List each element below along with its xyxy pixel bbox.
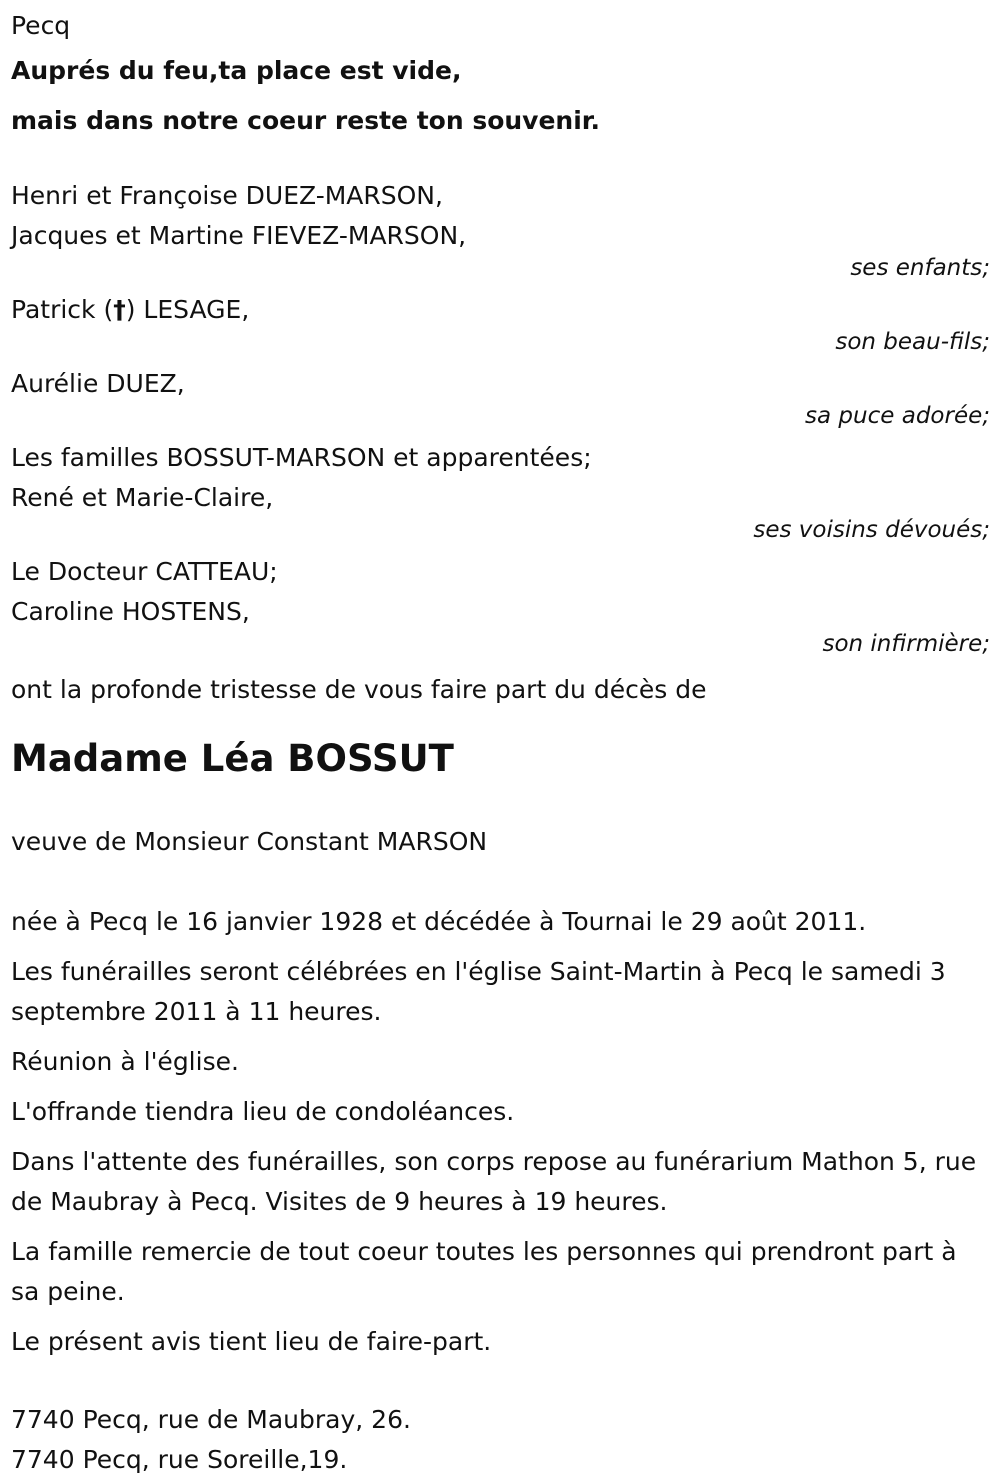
nurse-line: Caroline HOSTENS, [11,597,250,626]
granddaughter-role: sa puce adorée; [805,403,990,429]
neighbours-line: René et Marie-Claire, [11,483,274,512]
cross-icon: † [113,295,126,324]
offering-text: L'offrande tiendra lieu de condoléances. [11,1097,515,1126]
address-2: 7740 Pecq, rue Soreille,19. [11,1445,348,1474]
son-in-law [11,290,990,330]
son-in-law-last: ) LESAGE, [125,295,250,324]
funerarium-text: Dans l'attente des funérailles, son corps repose au funérarium Mathon 5, rue de Maubray à Pecq. Visites de 9 heures à 19 heures. [11,1147,977,1216]
children-role: ses enfants; [850,255,990,281]
son-in-law-role: son beau-fils; [835,329,990,355]
neighbours-role: ses voisins dévoués; [753,517,990,543]
children-line-1: Henri et Françoise DUEZ-MARSON, [11,181,443,210]
notice-text: Le présent avis tient lieu de faire-part. [11,1327,492,1356]
addresses-section [11,1400,990,1480]
verse-line-2: mais dans notre coeur reste ton souvenir. [11,106,601,135]
widow-of-text: veuve de Monsieur Constant MARSON [11,827,488,856]
granddaughter: Aurélie DUEZ, [11,369,185,398]
funeral-text: Les funérailles seront célébrées en l'église Saint-Martin à Pecq le samedi 3 septembre 2011 à 11 heures. [11,957,946,1026]
nurse-role: son infirmière; [822,631,990,657]
address-1: 7740 Pecq, rue de Maubray, 26. [11,1405,411,1434]
families-line: Les familles BOSSUT-MARSON et apparentées; [11,443,592,472]
details-section [11,902,990,1362]
verse-line-1: Auprés du feu,ta place est vide, [11,56,462,85]
announcement-text: ont la profonde tristesse de vous faire part du décès de [11,675,707,704]
thanks-text: La famille remercie de tout coeur toutes les personnes qui prendront part à sa peine. [11,1237,957,1306]
deceased-name: Madame Léa BOSSUT [11,737,454,780]
doctor-line: Le Docteur CATTEAU; [11,557,278,586]
son-in-law-first: Patrick ( [11,295,114,324]
place-heading: Pecq [11,11,71,40]
meeting-text: Réunion à l'église. [11,1047,239,1076]
birth-death-text: née à Pecq le 16 janvier 1928 et décédée à Tournai le 29 août 2011. [11,907,867,936]
children-line-2: Jacques et Martine FIEVEZ-MARSON, [11,221,467,250]
family-list [11,176,990,656]
